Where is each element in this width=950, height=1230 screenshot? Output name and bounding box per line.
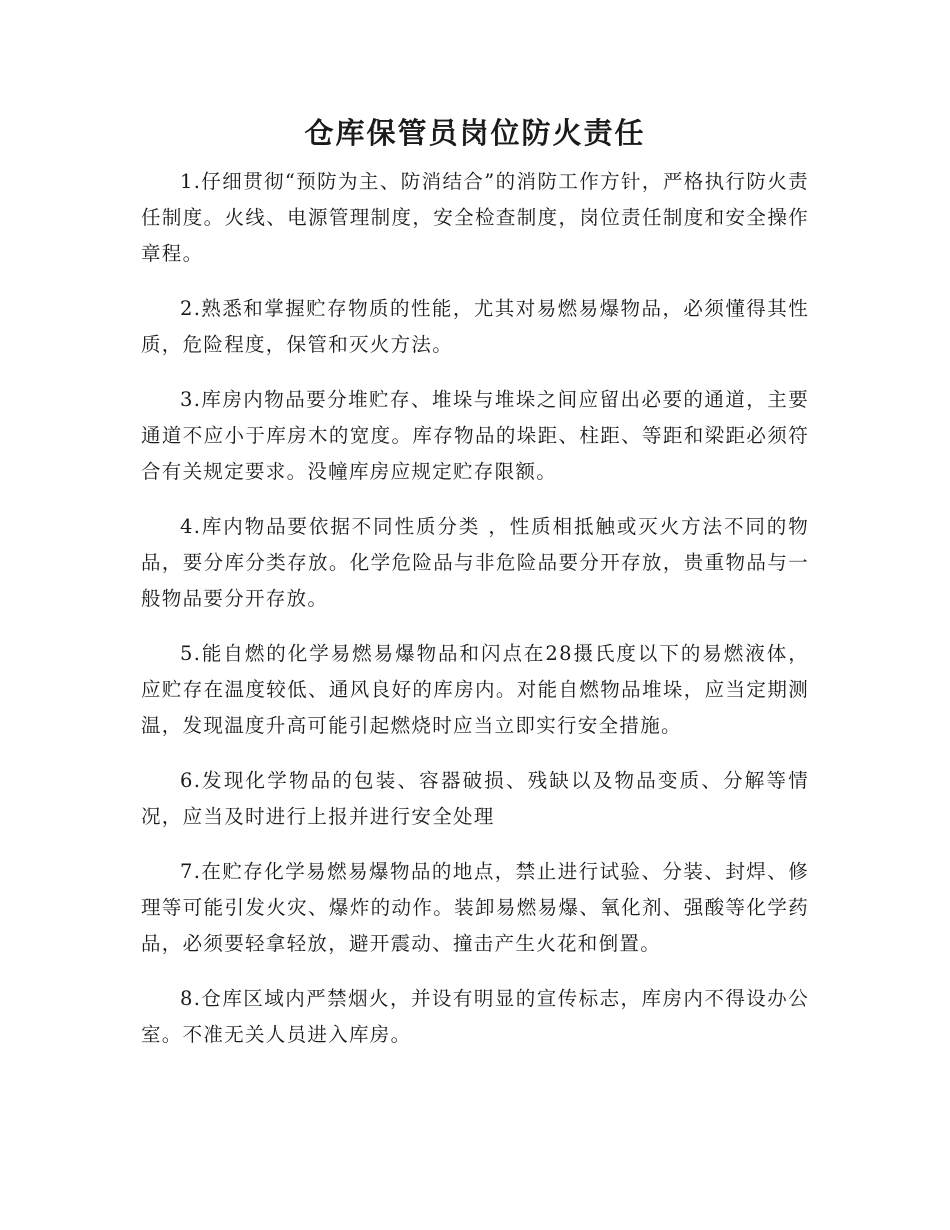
- paragraph-4: 4.库内物品要依据不同性质分类 ，性质相抵触或灭火方法不同的物品，要分库分类存放。化学危险品与非危险品要分开存放，贵重物品与一般物品要分开存放。: [141, 515, 809, 610]
- paragraph-7: 7.在贮存化学易燃易爆物品的地点，禁止进行试验、分装、封焊、修理等可能引发火灾、爆炸的动作。装卸易燃易爆、氧化剂、强酸等化学药品，必须要轻拿轻放，避开震动、撞击产生火花和倒置。: [141, 860, 809, 955]
- paragraph-5: 5.能自燃的化学易燃易爆物品和闪点在28摄氏度以下的易燃液体，应贮存在温度较低、通风良好的库房内。对能自燃物品堆垛，应当定期测温，发现温度升高可能引起燃烧时应当立即实行安全措施。: [141, 642, 809, 737]
- paragraph-3: 3.库房内物品要分堆贮存、堆垛与堆垛之间应留出必要的通道，主要通道不应小于库房木的宽度。库存物品的垛距、柱距、等距和梁距必须符合有关规定要求。没幢库房应规定贮存限额。: [141, 388, 809, 483]
- paragraph-2: 2.熟悉和掌握贮存物质的性能，尤其对易燃易爆物品，必须懂得其性质，危险程度，保管和灭火方法。: [141, 297, 809, 356]
- paragraph-6: 6.发现化学物品的包装、容器破损、残缺以及物品变质、分解等情况，应当及时进行上报并进行安全处理: [141, 769, 809, 828]
- paragraph-1: 1.仔细贯彻“预防为主、防消结合”的消防工作方针，严格执行防火责任制度。火线、电源管理制度，安全检查制度，岗位责任制度和安全操作章程。: [141, 170, 809, 265]
- paragraph-8: 8.仓库区域内严禁烟火，并设有明显的宣传标志，库房内不得设办公室。不准无关人员进入库房。: [141, 987, 809, 1046]
- document-title: 仓库保管员岗位防火责任: [304, 116, 646, 150]
